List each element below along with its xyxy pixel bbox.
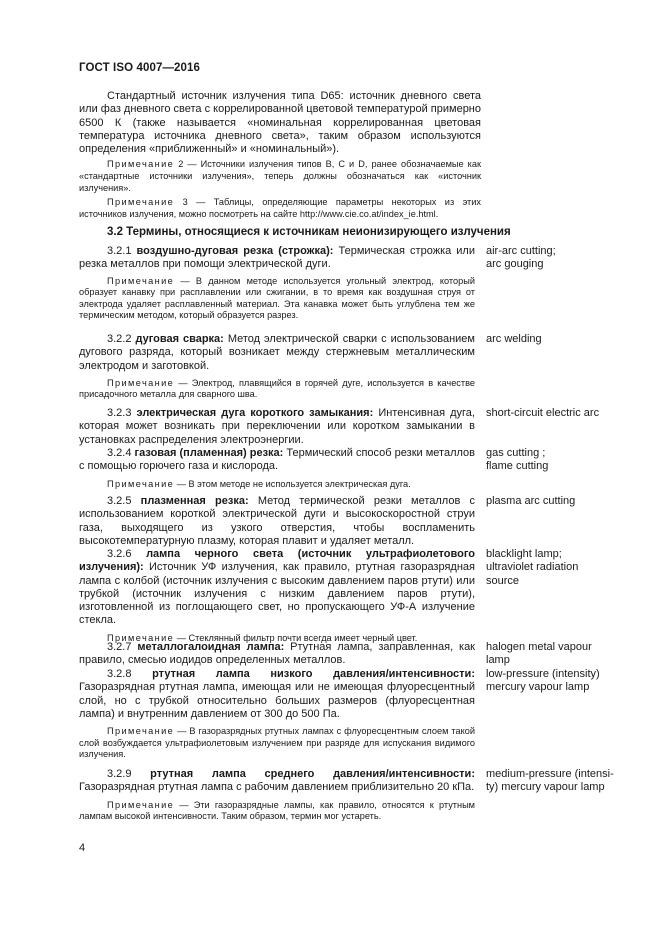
- term-3-2-5: [79, 495, 475, 548]
- term-name: ртутная лампа среднего давления/интенсивности:: [150, 768, 475, 780]
- term-name: газовая (пламенная) резка:: [134, 447, 284, 459]
- note-label: Примечание: [107, 159, 175, 170]
- term-3-2-1: [79, 245, 475, 322]
- term-3-2-4-english: gas cutting ; flame cutting: [486, 447, 549, 473]
- term-definition: 3.2.8 ртутная лампа низкого давления/интенсивности: Газоразрядная ртутная лампа, имеющая или не имеющая флуоресцентный слой, но с трубкой относительно больших размеров (флуоресцентная лампа) и внутренним давлением от 300 до 500 Па.: [79, 668, 475, 720]
- term-note: Примечание — В газоразрядных ртутных лампах с флуоресцентным слоем такой слой возбуждается ультрафиолетовым излучением при разряде для испускания видимого излучения.: [79, 726, 475, 760]
- note-text: 3 — Таблицы, определяющие параметры некоторых из этих источников излучения, можно посмотреть на сайте http://www.cie.co.at/index_ie.html.: [79, 197, 481, 219]
- term-definition: 3.2.3 электрическая дуга короткого замыкания: Интенсивная дуга, которая может возникать при переключении или коротком замыкании в установках распределения электроэнергии.: [79, 407, 475, 446]
- note-label: Примечание: [107, 197, 175, 208]
- term-name: электрическая дуга короткого замыкания:: [136, 407, 374, 419]
- term-3-2-9: [79, 768, 475, 823]
- page-number: 4: [79, 842, 86, 854]
- term-name: дуговая сварка:: [135, 333, 224, 345]
- term-3-2-1-english: air-arc cutting; arc gouging: [486, 245, 556, 271]
- note-2: [79, 159, 481, 194]
- note-text: 2 — Источники излучения типов B, C и D, ранее обозначаемые как «стандартные источники излучения», теперь должны обозначаться как «источник излучения».: [79, 159, 481, 193]
- term-name: воздушно-дуговая резка (строжка):: [136, 245, 334, 257]
- intro-paragraph: Стандартный источник излучения типа D65: источник дневного света или фаз дневного света с коррелированной цветовой температурой примерно 6500 К (также называется «номинальная коррелированная цветовая температура источника дневного света», таким образом используются определения «приближенный» и «номинальный»).: [79, 90, 481, 156]
- term-3-2-8: [79, 668, 475, 761]
- term-3-2-6-english: blacklight lamp; ultraviolet radiation source: [486, 548, 579, 587]
- term-note: Примечание — В данном методе используется угольный электрод, который образует канавку при расплавлении или сжигании, в то время как воздушная струя от электрода удаляет расплавленный материал. Эта канавка может быть углублена тем же термическим методом, который образуется разрез.: [79, 275, 475, 321]
- term-3-2-9-english: medium-pressure (intensi- ty) mercury vapour lamp: [486, 768, 614, 794]
- term-3-2-3-english: short-circuit electric arc: [486, 407, 600, 419]
- term-definition: 3.2.4 газовая (пламенная) резка: Термический способ резки металлов с помощью горючего газа и кислорода.: [79, 447, 475, 473]
- term-note: Примечание — Электрод, плавящийся в горячей дуге, используется в качестве присадочного металла для сварного шва.: [79, 377, 475, 400]
- section-title: 3.2 Термины, относящиеся к источникам неионизирующего излучения: [107, 226, 511, 238]
- term-3-2-5-english: plasma arc cutting: [486, 495, 576, 507]
- term-definition: 3.2.9 ртутная лампа среднего давления/интенсивности: Газоразрядная ртутная лампа с рабочим давлением приблизительно 20 кПа.: [79, 768, 475, 794]
- term-note: Примечание — Эти газоразрядные лампы, как правило, относятся к ртутным лампам высокой интенсивности. Таким образом, термин мог устареть.: [79, 799, 475, 822]
- term-3-2-6: [79, 548, 475, 644]
- term-name: плазменная резка:: [140, 495, 249, 507]
- term-definition: 3.2.5 плазменная резка: Метод термической резки металлов с использованием короткой электрической дуги и высокоскоростной струи газа, выходящего из узкого отверстия, чтобы воспламенить высокотемпературную плазму, которая плавит и удаляет металл.: [79, 495, 476, 547]
- term-name: ртутная лампа низкого давления/интенсивности:: [152, 668, 475, 680]
- term-note: Примечание — В этом методе не используется электрическая дуга.: [107, 478, 411, 489]
- term-3-2-8-english: low-pressure (intensity) mercury vapour lamp: [486, 668, 600, 694]
- term-name: лампа черного света (источник ультрафиолетового излучения):: [79, 548, 475, 574]
- term-3-2-3: [79, 407, 475, 447]
- term-definition: 3.2.1 воздушно-дуговая резка (строжка): Термическая строжка или резка металлов при помощи электрической дуги.: [79, 245, 475, 271]
- note-3: [79, 197, 481, 220]
- term-name: металлогалоидная лампа:: [137, 641, 285, 653]
- document-header: ГОСТ ISO 4007—2016: [79, 62, 201, 74]
- term-definition: 3.2.6 лампа черного света (источник ультрафиолетового излучения): Источник УФ излучения, как правило, ртутная газоразрядная лампа с колбой (источник излучения с высоким давлением паров ртути) или трубкой (источник излучения с низким давлением паров ртути), изготовленной из поглощающего свет, но пропускающего УФ-А излучение стекла.: [79, 548, 475, 627]
- term-definition: 3.2.2 дуговая сварка: Метод электрической сварки с использованием дугового разряда, который возникает между стержневым металлическим электродом и заготовкой.: [79, 333, 475, 372]
- term-3-2-4: [79, 447, 475, 490]
- term-3-2-7-english: halogen metal vapour lamp: [486, 641, 592, 667]
- term-3-2-7: [79, 641, 475, 668]
- term-3-2-2: [79, 333, 475, 401]
- term-note: Примечание — Стеклянный фильтр почти всегда имеет черный цвет.: [107, 632, 418, 643]
- term-3-2-2-english: arc welding: [486, 333, 542, 345]
- term-definition: 3.2.7 металлогалоидная лампа: Ртутная лампа, заправленная, как правило, смесью иодидов определенных металлов.: [79, 641, 475, 667]
- intro-block: [79, 90, 481, 220]
